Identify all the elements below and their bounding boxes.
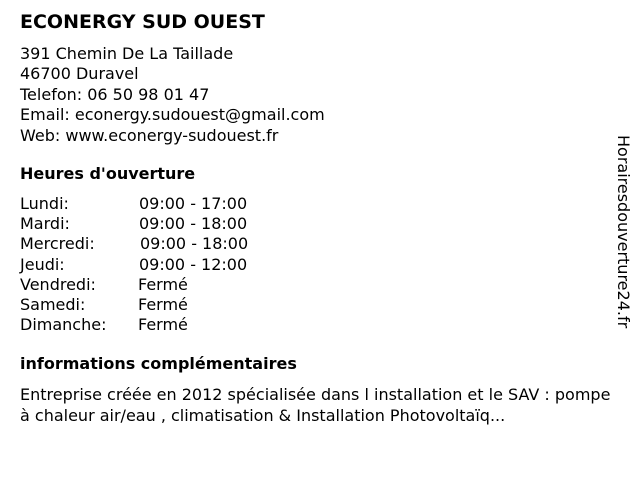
- hours-heading: Heures d'ouverture: [20, 164, 196, 183]
- site-watermark: Horairesdouverture24.fr: [614, 135, 633, 329]
- day-hours: 09:00 - 18:00: [140, 234, 249, 254]
- day-hours: Fermé: [138, 274, 188, 294]
- web-line: Web: www.econergy-sudouest.fr: [20, 125, 279, 145]
- day-hours: 09:00 - 18:00: [139, 214, 248, 234]
- day-label: Samedi:: [20, 294, 86, 314]
- contact-block: [20, 44, 325, 146]
- day-hours: Fermé: [138, 315, 188, 335]
- day-label: Dimanche:: [20, 315, 107, 335]
- day-label: Mardi:: [20, 214, 70, 234]
- day-label: Mercredi:: [20, 234, 95, 254]
- info-description: Entreprise créée en 2012 spécialisée dans l installation et le SAV : pompe à chaleur air/eau , climatisation & Installation Photovoltaïq...: [20, 385, 611, 425]
- street-address: 391 Chemin De La Taillade: [20, 44, 234, 63]
- day-hours: 09:00 - 12:00: [139, 254, 248, 274]
- business-name: ECONERGY SUD OUEST: [20, 11, 265, 33]
- day-label: Vendredi:: [20, 274, 96, 294]
- day-hours: Fermé: [138, 294, 188, 314]
- day-hours: 09:00 - 17:00: [139, 194, 248, 213]
- info-heading: informations complémentaires: [20, 354, 297, 373]
- phone-line: Telefon: 06 50 98 01 47: [20, 84, 210, 104]
- email-line: Email: econergy.sudouest@gmail.com: [20, 105, 325, 125]
- city-address: 46700 Duravel: [20, 64, 139, 84]
- day-label: Jeudi:: [20, 254, 65, 274]
- day-label: Lundi:: [20, 194, 69, 213]
